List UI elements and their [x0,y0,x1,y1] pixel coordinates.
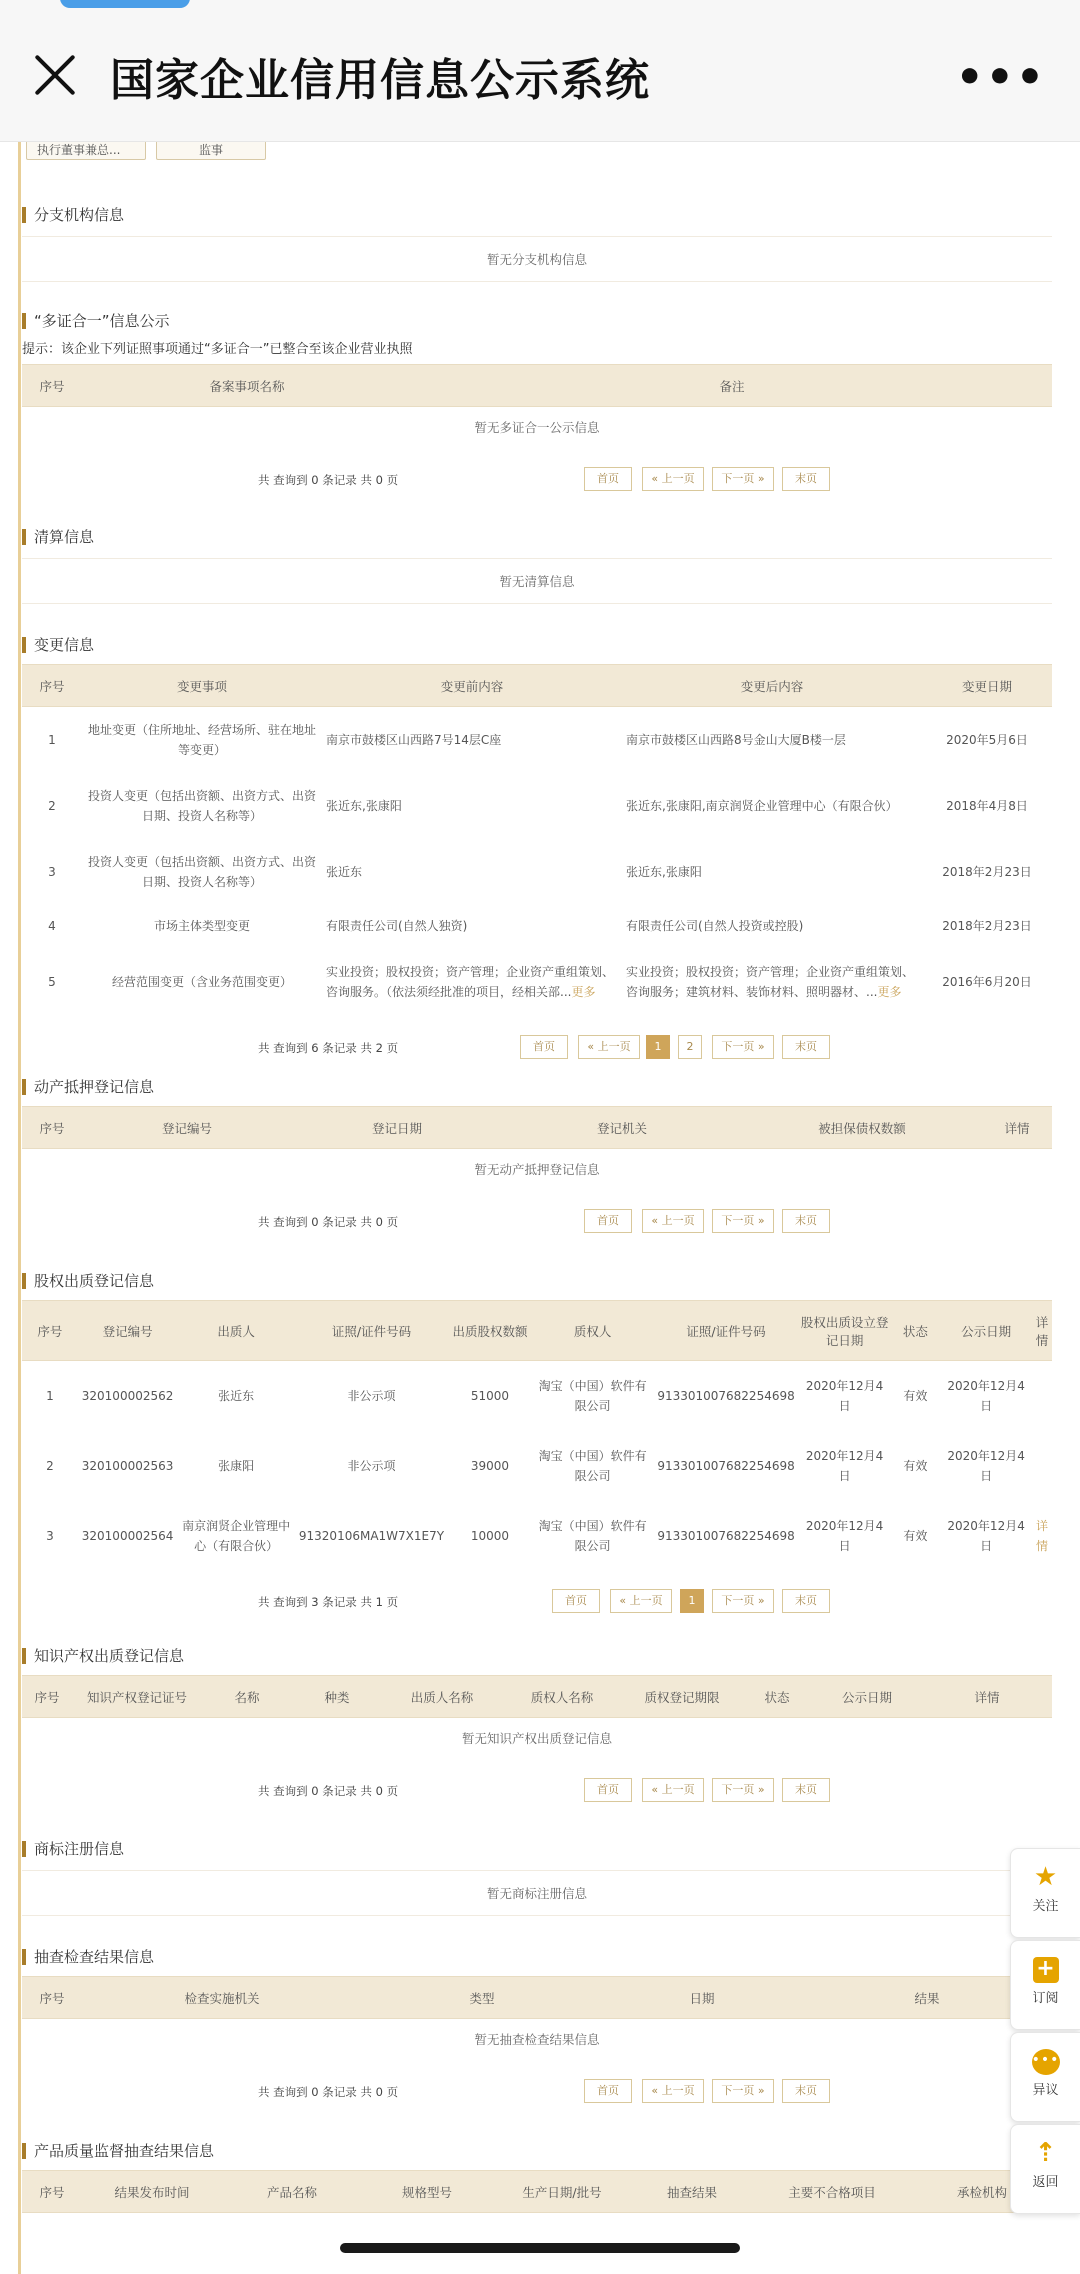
cell [1032,1361,1052,1431]
subscribe-button[interactable] [1010,1940,1080,2030]
prev-page-button[interactable]: « 上一页 [642,1209,704,1233]
pager [22,2073,1052,2113]
first-page-button[interactable]: 首页 [584,1209,632,1233]
inspection-section [22,1946,1052,2113]
col-header: 状态 [890,1301,940,1361]
pager [22,1203,1052,1243]
page-title: 国家企业信用信息公示系统 [110,55,650,106]
page-1-button[interactable]: 1 [680,1589,704,1613]
prev-page-button[interactable]: « 上一页 [610,1589,672,1613]
cell: 南京市鼓楼区山西路7号14层C座 [326,732,502,747]
cell: 2020年12月4日 [805,1518,884,1553]
col-header: 序号 [22,365,82,407]
next-page-button[interactable]: 下一页 » [712,1035,774,1059]
first-page-button[interactable]: 首页 [552,1589,600,1613]
col-header: 被担保债权数额 [742,1107,982,1149]
cell: 320100002564 [81,1528,174,1543]
record-count: 共 查询到 6 条记录 共 2 页 [258,1040,399,1055]
cell [1032,1431,1052,1501]
inspection-table [22,1976,1052,2061]
col-header: 质权人 [532,1301,653,1361]
star-icon: ★ [1033,1862,1058,1892]
record-count: 共 查询到 0 条记录 共 0 页 [258,2084,399,2099]
cell: 2 [48,798,56,813]
cell: 2 [46,1458,54,1473]
chattel-mortgage-section [22,1076,1052,1243]
next-page-button[interactable]: 下一页 » [712,1778,774,1802]
section-title: 知识产权出质登记信息 [22,1645,1052,1667]
cell: 有效 [903,1458,928,1473]
next-page-button[interactable]: 下一页 » [712,2079,774,2103]
equity-table [22,1300,1052,1571]
cell [622,947,922,1017]
multi-cert-table [22,364,1052,449]
status-notch [60,0,190,8]
section-title: “多证合一”信息公示 [22,310,1052,332]
cell: 2018年2月23日 [942,864,1032,879]
col-header: 生产日期/批号 [492,2171,632,2213]
cell: 有效 [903,1528,928,1543]
pager [22,1583,1052,1623]
next-page-button[interactable]: 下一页 » [712,1589,774,1613]
table-row [22,707,1052,773]
ip-table [22,1675,1052,1760]
cell: 张近东,张康阳 [326,798,402,813]
more-options-icon[interactable]: ••• [955,52,1046,103]
table-row [22,1501,1052,1571]
col-header: 主要不合格项目 [752,2171,912,2213]
chattel-table [22,1106,1052,1191]
float-label: 返回 [1032,2175,1059,2190]
prev-page-button[interactable]: « 上一页 [578,1035,640,1059]
section-title: 清算信息 [22,526,1052,548]
prev-page-button[interactable]: « 上一页 [642,467,704,491]
float-label: 关注 [1032,1899,1059,1914]
col-header: 产品名称 [222,2171,362,2213]
cell-text: 实业投资；股权投资；资产管理；企业资产重组策划、咨询服务。（依法须经批准的项目，经相关部... [326,964,615,999]
col-header: 检查实施机关 [82,1977,362,2019]
cell: 91320106MA1W7X1E7Y [298,1528,445,1543]
col-header: 状态 [742,1676,812,1718]
section-title: 商标注册信息 [22,1838,1052,1860]
cell: 南京润贤企业管理中心（有限合伙） [182,1518,291,1553]
next-page-button[interactable]: 下一页 » [712,467,774,491]
empty-message: 暂无商标注册信息 [22,1870,1052,1916]
section-title: 产品质量监督抽查结果信息 [22,2140,1052,2162]
cell: 张康阳 [218,1458,255,1473]
col-header: 登记日期 [292,1107,502,1149]
ip-pledge-section [22,1645,1052,1812]
cell: 2020年12月4日 [947,1378,1025,1413]
last-page-button[interactable]: 末页 [782,2079,830,2103]
equity-pledge-section [22,1270,1052,1623]
empty-message: 暂无多证合一公示信息 [22,407,1052,449]
cell: 张近东,张康阳,南京润贤企业管理中心（有限合伙） [626,798,898,813]
col-header: 名称 [202,1676,292,1718]
branch-section [22,204,1052,282]
col-header: 变更日期 [922,665,1052,707]
table-row [22,905,1052,947]
plus-box-icon: + [1033,1957,1059,1983]
col-header: 出质人名称 [382,1676,502,1718]
cell: 2020年5月6日 [946,732,1028,747]
cell: 51000 [470,1388,510,1403]
multi-cert-section [22,310,1052,501]
col-header: 结果 [802,1977,1052,2019]
record-count: 共 查询到 0 条记录 共 0 页 [258,1214,399,1229]
cell: 非公示项 [347,1388,396,1403]
content-scroll[interactable] [0,142,1080,2274]
cell: 投资人变更（包括出资额、出资方式、出资日期、投资人名称等） [87,788,316,823]
cell: 地址变更（住所地址、经营场所、驻在地址等变更） [87,722,316,757]
chat-bubble-icon: ••• [1032,2049,1060,2075]
arrow-up-icon: ⇡ [1034,2138,1057,2168]
liquidation-section [22,526,1052,604]
top-app-bar [0,0,1080,142]
empty-message: 暂无抽查检查结果信息 [22,2019,1052,2061]
more-link[interactable]: 更多 [877,984,902,999]
pager [22,1772,1052,1812]
col-header: 质权登记期限 [622,1676,742,1718]
col-header: 序号 [22,2171,82,2213]
last-page-button[interactable]: 末页 [782,1778,830,1802]
section-title: 动产抵押登记信息 [22,1076,1052,1098]
record-count: 共 查询到 0 条记录 共 0 页 [258,1783,399,1798]
more-link[interactable]: 更多 [571,984,596,999]
pager [22,1029,1052,1069]
section-title: 股权出质登记信息 [22,1270,1052,1292]
col-header: 详情 [1032,1301,1052,1361]
cell: 2020年12月4日 [805,1448,884,1483]
col-header: 日期 [602,1977,802,2019]
legacy-button-supervisor[interactable]: 监事 [156,142,266,160]
record-count: 共 查询到 3 条记录 共 1 页 [258,1594,399,1609]
col-header: 规格型号 [362,2171,492,2213]
cell: 2018年2月23日 [942,918,1032,933]
empty-message: 暂无动产抵押登记信息 [22,1149,1052,1191]
col-header: 序号 [22,665,82,707]
cell: 2020年12月4日 [947,1518,1025,1553]
changes-section [22,634,1052,1069]
cell: 有限责任公司(自然人投资或控股) [626,918,804,933]
objection-button[interactable] [1010,2032,1080,2122]
first-page-button[interactable]: 首页 [520,1035,568,1059]
cell: 有效 [903,1388,928,1403]
cell: 4 [48,918,56,933]
next-page-button[interactable]: 下一页 » [712,1209,774,1233]
detail-link[interactable]: 详情 [1035,1518,1048,1553]
close-icon[interactable] [32,52,78,98]
follow-button[interactable] [1010,1848,1080,1938]
cell: 淘宝（中国）软件有限公司 [538,1378,647,1413]
cell: 2016年6月20日 [942,974,1032,989]
cell: 市场主体类型变更 [153,918,250,933]
col-header: 变更前内容 [322,665,622,707]
col-header: 种类 [292,1676,382,1718]
cell: 320100002563 [81,1458,174,1473]
cell: 2018年4月8日 [946,798,1028,813]
cell: 投资人变更（包括出资额、出资方式、出资日期、投资人名称等） [87,854,316,889]
cell: 2020年12月4日 [805,1378,884,1413]
col-header: 序号 [22,1977,82,2019]
col-header: 序号 [22,1301,78,1361]
col-header: 公示日期 [940,1301,1032,1361]
prev-page-button[interactable]: « 上一页 [642,2079,704,2103]
prev-page-button[interactable]: « 上一页 [642,1778,704,1802]
table-row [22,1431,1052,1501]
cell: 张近东 [326,864,363,879]
float-label: 异议 [1032,2083,1059,2098]
last-page-button[interactable]: 末页 [782,1035,830,1059]
last-page-button[interactable]: 末页 [782,1209,830,1233]
col-header: 登记机关 [502,1107,742,1149]
legacy-button-director[interactable]: 执行董事兼总... [26,142,146,160]
cell: 有限责任公司(自然人独资) [326,918,468,933]
cell: 913301007682254698 [657,1388,795,1403]
page-1-button[interactable]: 1 [646,1035,670,1059]
first-page-button[interactable]: 首页 [584,467,632,491]
table-row [22,773,1052,839]
cell: 张近东 [218,1388,255,1403]
quality-table [22,2170,1052,2213]
last-page-button[interactable]: 末页 [782,467,830,491]
pager [22,461,1052,501]
cell: 1 [48,732,56,747]
cell: 淘宝（中国）软件有限公司 [538,1448,647,1483]
table-row [22,947,1052,1017]
record-count: 共 查询到 0 条记录 共 0 页 [258,472,399,487]
product-quality-section [22,2140,1052,2213]
cell: 320100002562 [81,1388,174,1403]
cell: 913301007682254698 [657,1528,795,1543]
col-header: 序号 [22,1676,72,1718]
col-header: 登记编号 [78,1301,178,1361]
cell: 经营范围变更（含业务范围变更） [111,974,292,989]
cell-text: 实业投资；股权投资；资产管理；企业资产重组策划、咨询服务；建筑材料、装饰材料、照明器材、... [626,964,915,999]
col-header: 详情 [922,1676,1052,1718]
table-row [22,1361,1052,1431]
section-title: 变更信息 [22,634,1052,656]
cell [322,947,622,1017]
col-header: 证照/证件号码 [653,1301,798,1361]
col-header: 承检机构 [912,2171,1052,2213]
back-to-top-button[interactable] [1010,2124,1080,2214]
cell: 非公示项 [347,1458,396,1473]
first-page-button[interactable]: 首页 [584,1778,632,1802]
changes-table [22,664,1052,1017]
cell: 张近东,张康阳 [626,864,702,879]
cell: 淘宝（中国）软件有限公司 [538,1518,647,1553]
cell: 10000 [470,1528,510,1543]
hint-text: 提示：该企业下列证照事项通过“多证合一”已整合至该企业营业执照 [22,342,413,357]
cell: 2020年12月4日 [947,1448,1025,1483]
cell: 39000 [470,1458,510,1473]
col-header: 结果发布时间 [82,2171,222,2213]
col-header: 知识产权登记证号 [72,1676,202,1718]
cell: 5 [48,974,56,989]
last-page-button[interactable]: 末页 [782,1589,830,1613]
col-header: 类型 [362,1977,602,2019]
col-header: 登记编号 [82,1107,292,1149]
left-accent-rail [18,142,21,2274]
col-header: 出质股权数额 [448,1301,532,1361]
cell: 1 [46,1388,54,1403]
float-label: 订阅 [1032,1991,1059,2006]
home-indicator[interactable] [340,2243,740,2253]
col-header: 详情 [982,1107,1052,1149]
col-header: 公示日期 [812,1676,922,1718]
cell: 3 [48,864,56,879]
col-header: 备注 [412,365,1052,407]
section-title: 分支机构信息 [22,204,1052,226]
empty-message: 暂无清算信息 [22,558,1052,604]
col-header: 股权出质设立登记日期 [799,1301,891,1361]
first-page-button[interactable]: 首页 [584,2079,632,2103]
cell: 南京市鼓楼区山西路8号金山大厦B楼一层 [626,732,846,747]
col-header: 序号 [22,1107,82,1149]
col-header: 证照/证件号码 [295,1301,448,1361]
page-2-button[interactable]: 2 [678,1035,702,1059]
section-title: 抽查检查结果信息 [22,1946,1052,1968]
trademark-section [22,1838,1052,1916]
cell: 913301007682254698 [657,1458,795,1473]
col-header: 质权人名称 [502,1676,622,1718]
empty-message: 暂无分支机构信息 [22,236,1052,282]
col-header: 变更后内容 [622,665,922,707]
col-header: 抽查结果 [632,2171,752,2213]
table-row [22,839,1052,905]
col-header: 变更事项 [82,665,322,707]
empty-message: 暂无知识产权出质登记信息 [22,1718,1052,1760]
cell: 3 [46,1528,54,1543]
col-header: 备案事项名称 [82,365,412,407]
col-header: 出质人 [177,1301,295,1361]
